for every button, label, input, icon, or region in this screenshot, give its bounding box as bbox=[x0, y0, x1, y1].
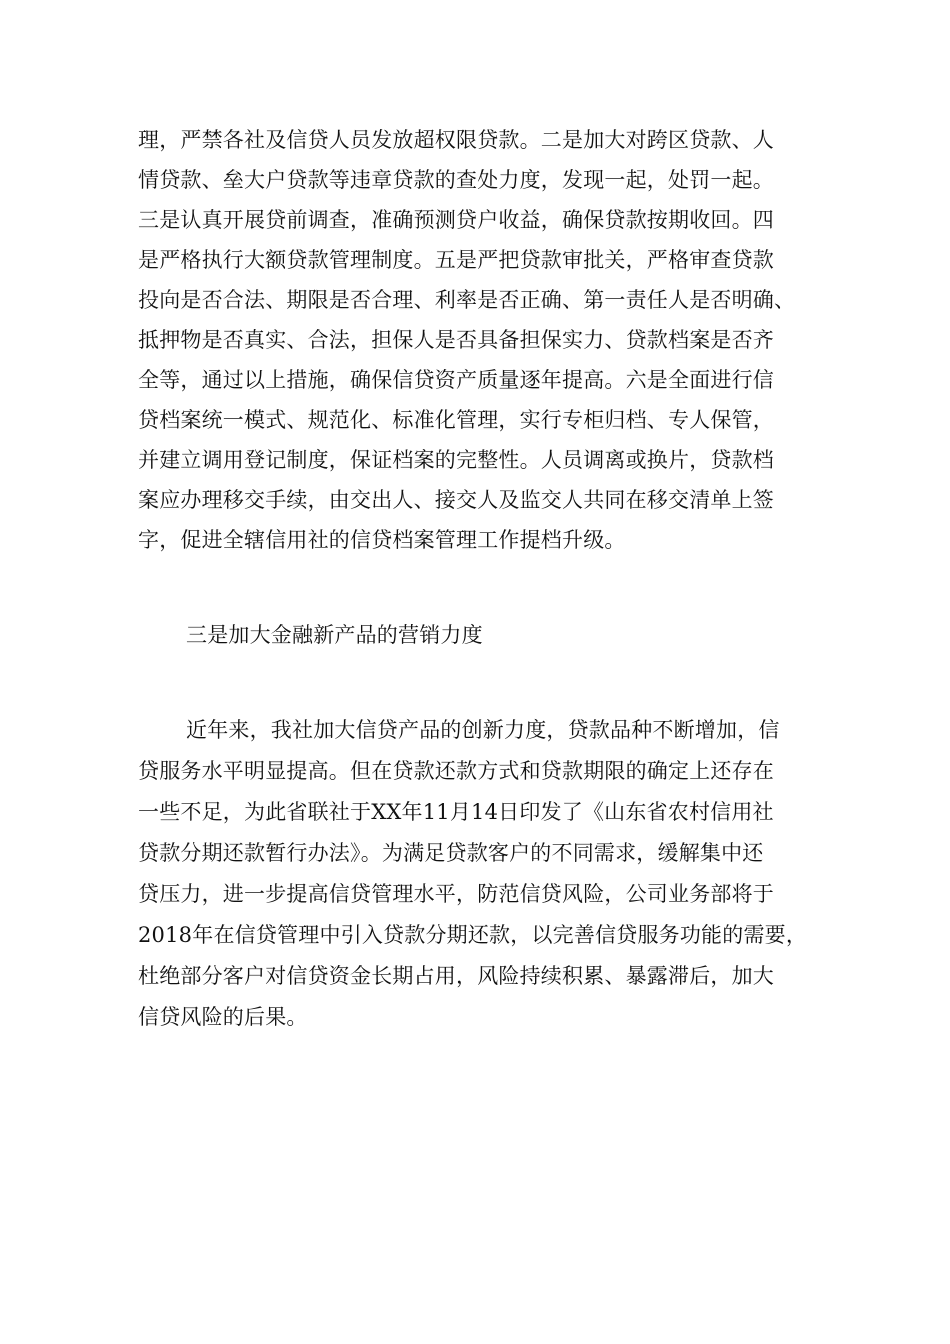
paragraph-2-line-3: 一些不足，为此省联社于XX年11月14日印发了《山东省农村信用社 bbox=[138, 800, 774, 824]
paragraph-1-line-9: 并建立调用登记制度，保证档案的完整性。人员调离或换片，贷款档 bbox=[138, 448, 774, 472]
paragraph-2-line-7: 杜绝部分客户对信贷资金长期占用，风险持续积累、暴露滞后，加大 bbox=[138, 964, 774, 988]
paragraph-1-line-3: 三是认真开展贷前调查，准确预测贷户收益，确保贷款按期收回。四 bbox=[138, 208, 774, 232]
paragraph-1-line-4: 是严格执行大额贷款管理制度。五是严把贷款审批关，严格审查贷款 bbox=[138, 248, 774, 272]
paragraph-2-line-4: 贷款分期还款暂行办法》。为满足贷款客户的不同需求，缓解集中还 bbox=[138, 841, 764, 865]
paragraph-1-line-7: 全等，通过以上措施，确保信贷资产质量逐年提高。六是全面进行信 bbox=[138, 368, 774, 392]
paragraph-1-line-11: 字，促进全辖信用社的信贷档案管理工作提档升级。 bbox=[138, 528, 626, 552]
section-heading: 三是加大金融新产品的营销力度 bbox=[186, 623, 483, 647]
paragraph-2-line-6: 2018年在信贷管理中引入贷款分期还款，以完善信贷服务功能的需要， bbox=[138, 923, 808, 947]
paragraph-1-line-2: 情贷款、垒大户贷款等违章贷款的查处力度，发现一起，处罚一起。 bbox=[138, 168, 774, 192]
paragraph-2-line-8: 信贷风险的后果。 bbox=[138, 1005, 308, 1029]
paragraph-2-line-5: 贷压力，进一步提高信贷管理水平，防范信贷风险，公司业务部将于 bbox=[138, 882, 774, 906]
paragraph-1-line-8: 贷档案统一模式、规范化、标准化管理，实行专柜归档、专人保管， bbox=[138, 408, 774, 432]
paragraph-1-line-6: 抵押物是否真实、合法，担保人是否具备担保实力、贷款档案是否齐 bbox=[138, 328, 774, 352]
paragraph-2-line-1: 近年来，我社加大信贷产品的创新力度，贷款品种不断增加，信 bbox=[186, 718, 780, 742]
paragraph-1-line-5: 投向是否合法、期限是否合理、利率是否正确、第一责任人是否明确、 bbox=[138, 288, 796, 312]
paragraph-1-line-1: 理，严禁各社及信贷人员发放超权限贷款。二是加大对跨区贷款、人 bbox=[138, 128, 774, 152]
paragraph-2-line-2: 贷服务水平明显提高。但在贷款还款方式和贷款期限的确定上还存在 bbox=[138, 759, 774, 783]
paragraph-1-line-10: 案应办理移交手续，由交出人、接交人及监交人共同在移交清单上签 bbox=[138, 488, 774, 512]
